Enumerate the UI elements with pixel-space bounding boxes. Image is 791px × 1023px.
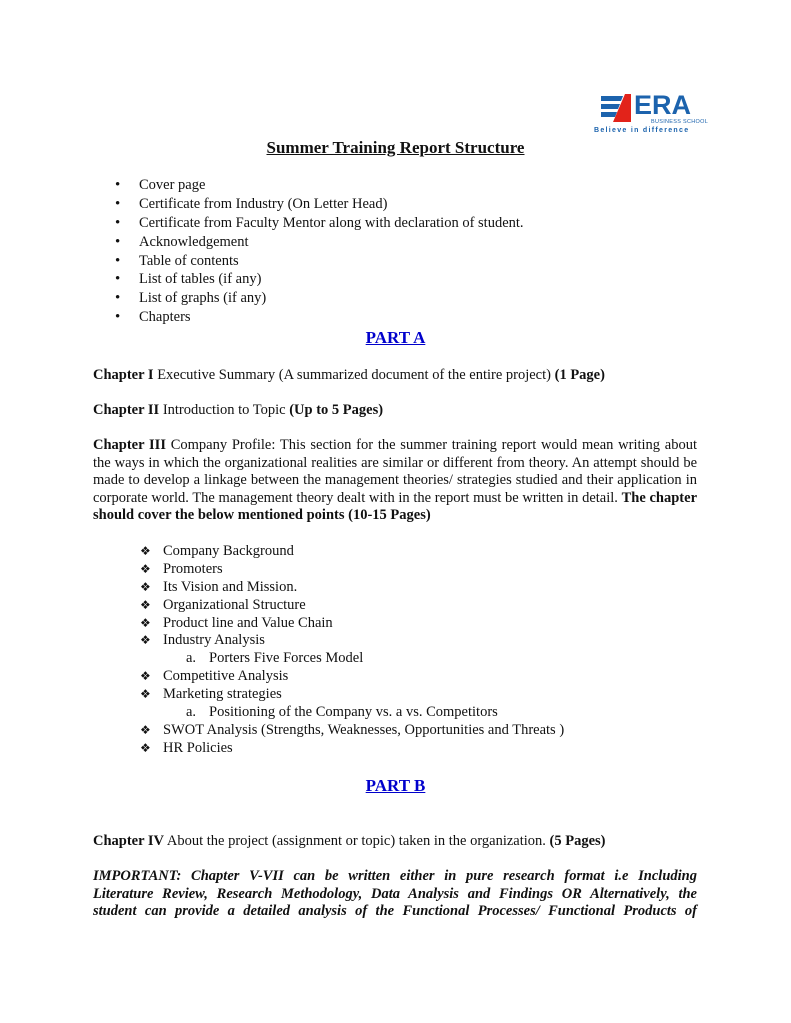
sub-point-marker: a. — [186, 650, 197, 667]
diamond-point: ❖ Organizational Structure — [140, 597, 564, 615]
part-a-heading: PART A — [365, 328, 426, 347]
diamond-point: ❖ Marketing strategies — [140, 686, 564, 704]
chapter-2-label: Chapter II — [93, 402, 160, 418]
chapter-4-text: About the project (assignment or topic) taken in the organization. — [164, 833, 550, 849]
important-line: Literature Review, Research Methodology, Data Analysis and Findings OR Alternatively, the — [93, 885, 697, 902]
chapter-4 — [93, 833, 697, 851]
chapter-2-text: Introduction to Topic — [159, 402, 290, 418]
diamond-point: ❖ HR Policies — [140, 740, 564, 758]
contents-list-item: • List of tables (if any) — [115, 270, 524, 289]
chapter-1-text: Executive Summary (A summarized document of the entire project) — [153, 367, 555, 383]
logo-tagline: Believe in difference — [594, 127, 690, 134]
contents-list-item: • Table of contents — [115, 252, 524, 271]
chapter-4-label: Chapter IV — [93, 833, 165, 849]
document-title: Summer Training Report Structure — [266, 138, 525, 157]
era-logo-mark-icon — [601, 94, 631, 122]
contents-list-item: • Chapters — [115, 308, 524, 327]
diamond-point: ❖ Promoters — [140, 561, 564, 579]
chapter-3-emphasis: The chapter should cover the below mentioned points (10-15 Pages) — [93, 489, 698, 524]
contents-list-item: • Cover page — [115, 176, 524, 195]
diamond-point: ❖ Its Vision and Mission. — [140, 579, 564, 597]
diamond-point: ❖ SWOT Analysis (Strengths, Weaknesses, Opportunities and Threats ) — [140, 722, 564, 740]
sub-point-marker: a. — [186, 704, 197, 721]
diamond-point: ❖ Industry Analysis — [140, 632, 564, 650]
chapter-3-points — [140, 543, 564, 758]
chapter-1-label: Chapter I — [93, 367, 154, 383]
logo-subtitle: BUSINESS SCHOOL — [651, 119, 709, 125]
logo-name: ERA — [634, 90, 692, 120]
chapter-2-pages: (Up to 5 Pages) — [289, 402, 384, 418]
sub-point-text: Porters Five Forces Model — [209, 650, 364, 667]
chapter-4-pages: (5 Pages) — [549, 833, 606, 849]
important-line: student can provide a detailed analysis of the Functional Processes/ Functional Products of — [93, 903, 697, 920]
chapter-1-pages: (1 Page) — [554, 367, 605, 383]
important-note — [93, 868, 697, 921]
diamond-point: ❖ Product line and Value Chain — [140, 615, 564, 633]
contents-list-item: • Certificate from Industry (On Letter Head) — [115, 195, 524, 214]
sub-point-text: Positioning of the Company vs. a vs. Competitors — [209, 704, 498, 721]
contents-list — [115, 176, 524, 327]
contents-list-item: • Certificate from Faculty Mentor along with declaration of student. — [115, 214, 524, 233]
contents-list-item: • Acknowledgement — [115, 233, 524, 252]
chapter-3-label: Chapter III — [93, 437, 166, 453]
diamond-point: ❖ Company Background — [140, 543, 564, 561]
important-line: IMPORTANT: Chapter V-VII can be written either in pure research format i.e Including — [93, 868, 697, 884]
era-logo — [594, 90, 709, 138]
sub-point — [140, 650, 564, 668]
part-b-heading: PART B — [365, 776, 426, 795]
chapter-1 — [93, 367, 697, 385]
chapter-3 — [93, 437, 697, 525]
chapter-3-text: Company Profile: This section for the summer training report would mean writing about the ways in which the organizational realities are similar or different from theory. An attempt should be made to develop a linkage between the management theories/ strategies studied and their application in corporate world. The management theory dealt with in the report must be written in detail. — [93, 437, 697, 506]
sub-point — [140, 704, 564, 722]
contents-list-item: • List of graphs (if any) — [115, 289, 524, 308]
diamond-point: ❖ Competitive Analysis — [140, 668, 564, 686]
chapter-2 — [93, 402, 697, 420]
